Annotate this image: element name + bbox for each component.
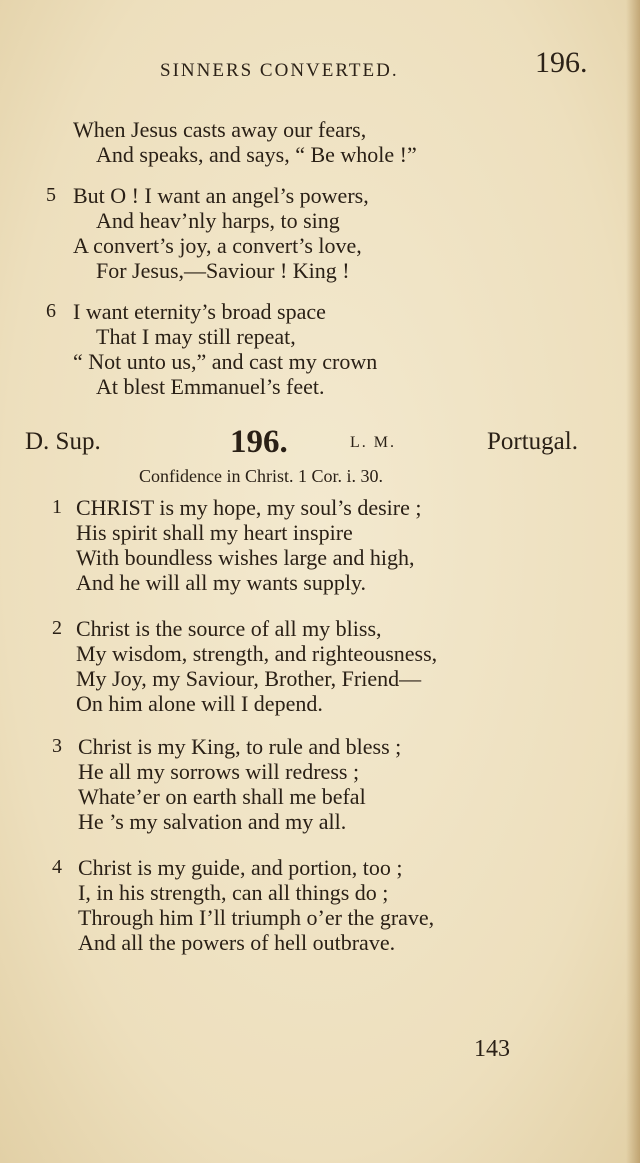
stanza-line: At blest Emmanuel’s feet. [96,374,325,399]
stanza-line: I want eternity’s broad space [73,299,326,324]
stanza-line: A convert’s joy, a convert’s love, [73,233,362,258]
stanza-number: 5 [46,184,56,206]
verse-number: 1 [52,496,62,518]
stanza-5 [0,183,640,283]
stanza-number: 6 [46,300,56,322]
page-number-top: 196. [535,46,588,79]
verse-number: 3 [52,735,62,757]
verse-line: With boundless wishes large and high, [76,545,415,570]
stanza-line: “ Not unto us,” and cast my crown [73,349,378,374]
running-head: SINNERS CONVERTED. [160,60,399,81]
verse-2 [0,616,640,716]
verse-3 [0,734,640,834]
tune-name: Portugal. [487,428,578,455]
verse-line: Christ is my guide, and portion, too ; [78,855,403,880]
verse-line: CHRIST is my hope, my soul’s desire ; [76,495,422,520]
verse-line: His spirit shall my heart inspire [76,520,353,545]
continued-stanza [0,117,640,167]
verse-line: On him alone will I depend. [76,691,323,716]
hymn-number: 196. [230,424,288,460]
stanza-line: And speaks, and says, “ Be whole !” [96,142,417,167]
verse-line: And all the powers of hell outbrave. [78,930,396,955]
hymn-meter: L. M. [350,434,396,451]
verse-number: 4 [52,856,62,878]
verse-number: 2 [52,617,62,639]
verse-line: Whate’er on earth shall me befal [78,784,366,809]
stanza-6 [0,299,640,399]
verse-line: Christ is my King, to rule and bless ; [78,734,402,759]
verse-line: My Joy, my Saviour, Brother, Friend— [76,666,422,691]
hymn-source: D. Sup. [25,428,101,455]
stanza-line: That I may still repeat, [96,324,296,349]
verse-line: He all my sorrows will redress ; [78,759,360,784]
verse-line: Christ is the source of all my bliss, [76,616,382,641]
verse-line: Through him I’ll triumph o’er the grave, [78,905,435,930]
verse-4 [0,855,640,955]
hymn-subtitle: Confidence in Christ. 1 Cor. i. 30. [139,466,383,486]
verse-1 [0,495,640,595]
verse-line: He ’s my salvation and my all. [78,809,347,834]
verse-line: My wisdom, strength, and righteousness, [76,641,438,666]
stanza-line: But O ! I want an angel’s powers, [73,183,369,208]
stanza-line: For Jesus,—Saviour ! King ! [96,258,350,283]
page-number-bottom: 143 [474,1036,510,1062]
hymn-header [0,424,640,464]
stanza-line: When Jesus casts away our fears, [73,117,367,142]
verse-line: I, in his strength, can all things do ; [78,880,389,905]
stanza-line: And heav’nly harps, to sing [96,208,340,233]
verse-line: And he will all my wants supply. [76,570,367,595]
